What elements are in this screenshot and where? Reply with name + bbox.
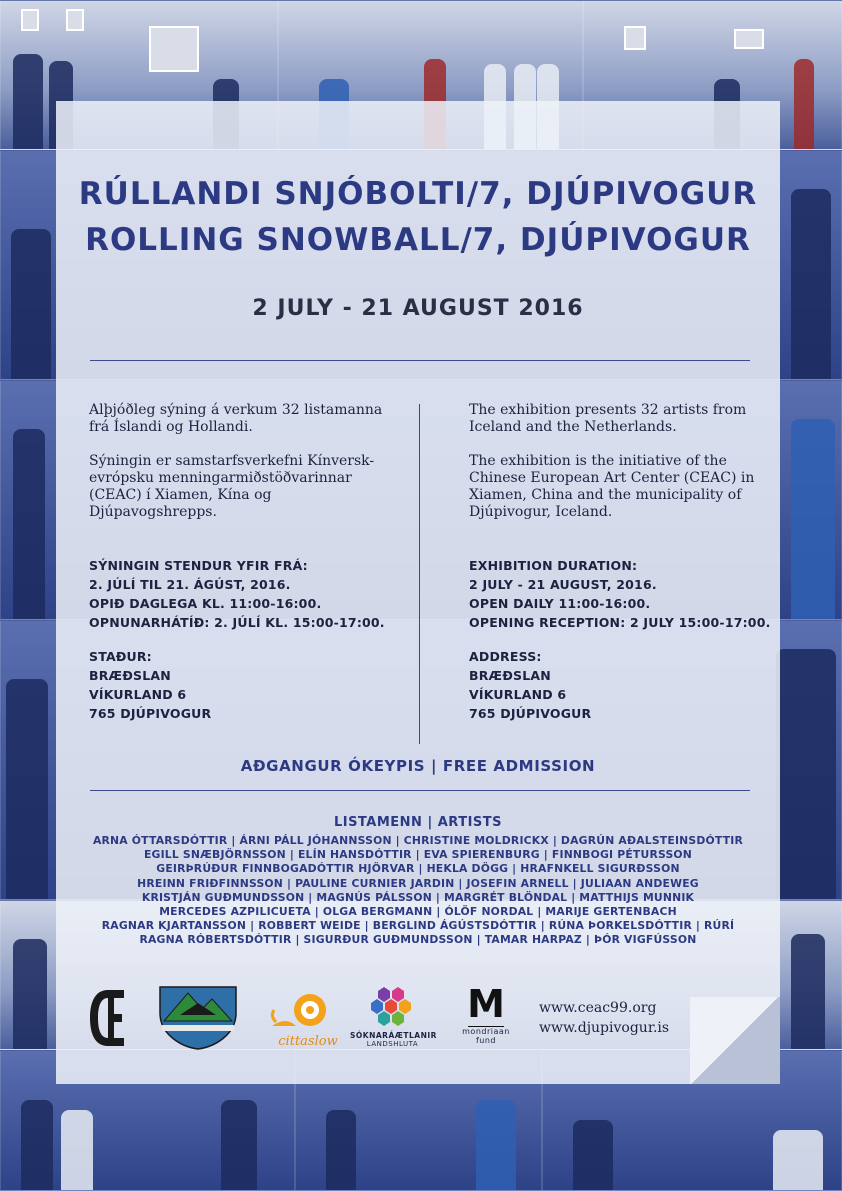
artists-line: KRISTJÁN GUÐMUNDSSON | MAGNÚS PÁLSSON | MARGRÉT BLÖNDAL | MATTHIJS MUNNIK bbox=[141, 890, 695, 904]
divider bbox=[90, 360, 750, 361]
column-divider bbox=[419, 404, 420, 744]
address-line: STAÐUR: bbox=[89, 649, 152, 664]
artists-line: RAGNA RÓBERTSDÓTTIR | SIGURÐUR GUÐMUNDSSON | TAMAR HARPAZ | ÞÓR VIGFÚSSON bbox=[139, 933, 697, 947]
address-line: 765 DJÚPIVOGUR bbox=[89, 706, 212, 721]
exhibition-dates: 2 JULY - 21 AUGUST 2016 bbox=[252, 296, 584, 321]
address-line: BRÆÐSLAN bbox=[89, 668, 171, 683]
duration-block bbox=[89, 556, 389, 632]
artists-heading: LISTAMENN | ARTISTS bbox=[333, 815, 503, 830]
duration-line: OPIÐ DAGLEGA KL. 11:00-16:00. bbox=[89, 596, 322, 611]
address-line: 765 DJÚPIVOGUR bbox=[469, 706, 592, 721]
initiative-paragraph: Sýningin er samstarfsverkefni Kínversk-evrópsku menningarmiðstöðvarinnar (CEAC) í Xiamen, Kína og Djúpavogshrepps. bbox=[89, 453, 375, 520]
website-links bbox=[539, 998, 669, 1038]
free-admission-heading: AÐGANGUR ÓKEYPIS | FREE ADMISSION bbox=[240, 757, 596, 775]
artists-line: HREINN FRIÐFINNSSON | PAULINE CURNIER JARDIN | JOSEFIN ARNELL | JULIAAN ANDEWEG bbox=[137, 876, 699, 890]
address-line: ADDRESS: bbox=[469, 649, 542, 664]
mondriaan-letter: M bbox=[467, 982, 505, 1026]
soknaraaetlanir-logo bbox=[350, 985, 435, 1048]
duration-line: 2 JULY - 21 AUGUST, 2016. bbox=[469, 577, 657, 592]
cittaslow-wordmark: cittaslow bbox=[278, 1034, 338, 1049]
icelandic-column bbox=[89, 402, 389, 723]
artists-line: GEIRÞRÚÐUR FINNBOGADÓTTIR HJÖRVAR | HEKLA DÖGG | HRAFNKELL SIGURÐSSON bbox=[156, 862, 680, 876]
address-line: VÍKURLAND 6 bbox=[89, 687, 187, 702]
title-english: ROLLING SNOWBALL/7, DJÚPIVOGUR bbox=[85, 222, 751, 258]
cittaslow-logo bbox=[266, 986, 350, 1049]
djupivogur-crest-logo bbox=[158, 985, 238, 1055]
artists-line: RAGNAR KJARTANSSON | ROBBERT WEIDE | BERGLIND ÁGÚSTSDÓTTIR | RÚNA ÞORKELSDÓTTIR | RÚRÍ bbox=[101, 919, 735, 933]
url-djupivogur[interactable]: www.djupivogur.is bbox=[539, 1020, 670, 1036]
duration-block bbox=[469, 556, 771, 632]
english-column bbox=[469, 402, 771, 723]
address-line: BRÆÐSLAN bbox=[469, 668, 551, 683]
address-line: VÍKURLAND 6 bbox=[469, 687, 567, 702]
url-ceac[interactable]: www.ceac99.org bbox=[539, 1000, 657, 1016]
soknar-wordmark: SÓKNARÁÆTLANIR bbox=[350, 1031, 437, 1040]
artists-line: ARNA ÓTTARSDÓTTIR | ÁRNI PÁLL JÓHANNSSON | CHRISTINE MOLDRICKX | DAGRÚN AÐALSTEINSDÓTTIR bbox=[92, 834, 744, 847]
ceac-logo bbox=[88, 986, 128, 1054]
duration-line: OPNUNARHÁTÍÐ: 2. JÚLÍ KL. 15:00-17:00. bbox=[89, 615, 385, 630]
duration-line: 2. JÚLÍ TIL 21. ÁGÚST, 2016. bbox=[89, 577, 291, 592]
duration-line: OPEN DAILY 11:00-16:00. bbox=[469, 596, 651, 611]
intro-paragraph: The exhibition presents 32 artists from Iceland and the Netherlands. bbox=[469, 402, 747, 435]
artists-list bbox=[56, 834, 780, 948]
address-block bbox=[89, 647, 389, 723]
mondriaan-fund-logo bbox=[462, 984, 510, 1045]
duration-line: EXHIBITION DURATION: bbox=[469, 558, 638, 573]
mondriaan-wordmark: mondriaan bbox=[462, 1027, 510, 1036]
soknar-sub: LANDSHLUTA bbox=[366, 1040, 419, 1048]
initiative-paragraph: The exhibition is the initiative of the Chinese European Art Center (CEAC) in Xiamen, China and the municipality of Djúpivogur, Iceland. bbox=[469, 453, 755, 520]
artists-line: EGILL SNÆBJÖRNSSON | ELÍN HANSDÓTTIR | EVA SPIERENBURG | FINNBOGI PÉTURSSON bbox=[143, 848, 693, 862]
page-fold-corner bbox=[690, 997, 780, 1084]
mondriaan-sub: fund bbox=[475, 1036, 497, 1045]
duration-line: SÝNINGIN STENDUR YFIR FRÁ: bbox=[89, 558, 308, 573]
intro-paragraph: Alþjóðleg sýning á verkum 32 listamanna frá Íslandi og Hollandi. bbox=[89, 402, 383, 435]
divider bbox=[90, 790, 750, 791]
title-icelandic: RÚLLANDI SNJÓBOLTI/7, DJÚPIVOGUR bbox=[78, 176, 758, 212]
address-block bbox=[469, 647, 759, 723]
artists-line: MERCEDES AZPILICUETA | OLGA BERGMANN | ÓLÖF NORDAL | MARIJE GERTENBACH bbox=[159, 905, 677, 919]
duration-line: OPENING RECEPTION: 2 JULY 15:00-17:00. bbox=[469, 615, 771, 630]
